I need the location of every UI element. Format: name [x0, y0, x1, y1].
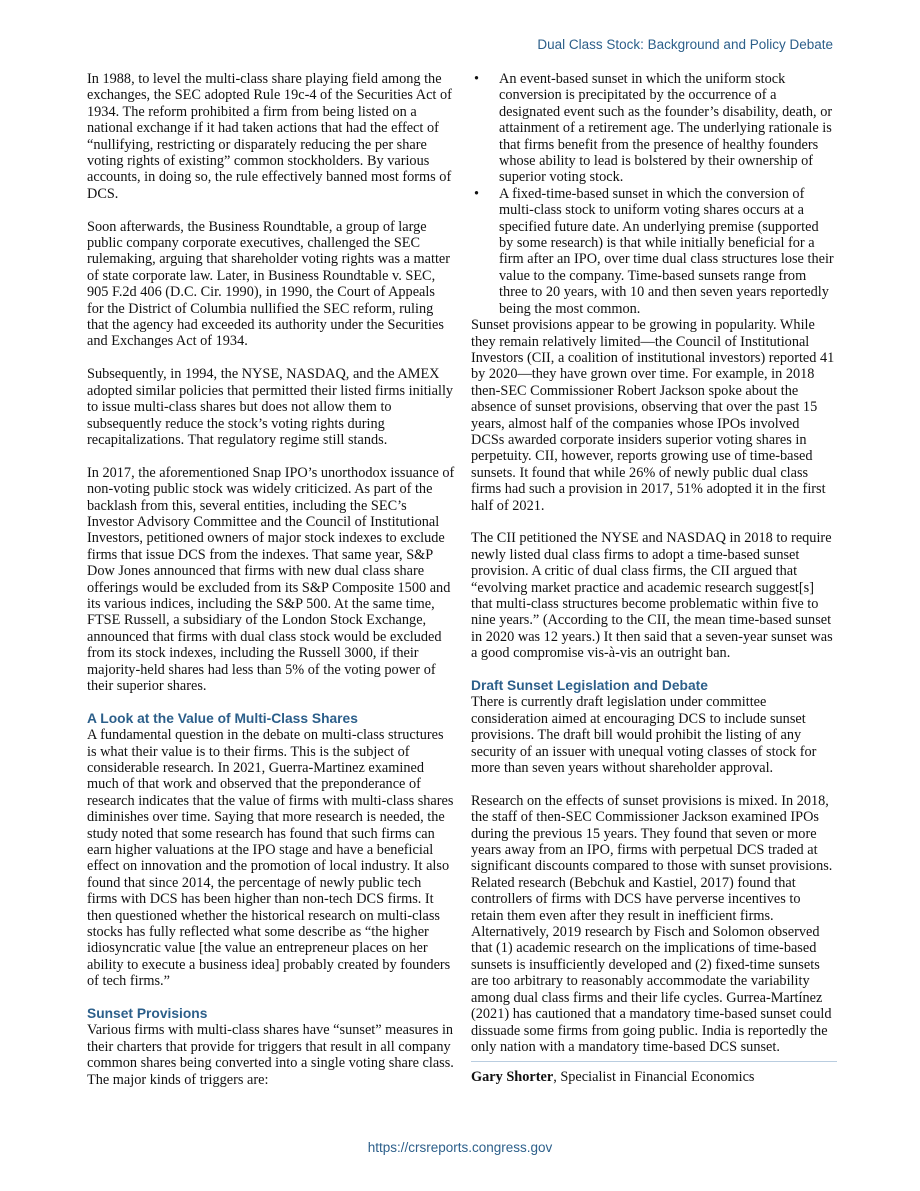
paragraph-sunset-popularity: Sunset provisions appear to be growing in popularity. While they remain relatively limited—the Council of Institutional Investors (CII, a coalition of institutional investors) reported 41 by 2020—they have grown over time. For example, in 2018 then-SEC Commissioner Robert Jackson spoke about the absence of sunset provisions, observing that over the past 15 years, almost half of the companies whose IPOs involved DCSs awarded corporate insiders superior voting shares in perpetuity. CII, however, reports growing use of time-based sunsets. It found that while 26% of newly public dual class firms had such a provision in 2017, 51% adopted it in the first half of 2021.: [471, 317, 835, 514]
bullet-icon: •: [474, 185, 480, 202]
footer-url-link[interactable]: https://crsreports.congress.gov: [367, 1140, 553, 1155]
author-divider: [471, 1061, 837, 1062]
section-heading-sunset: Sunset Provisions: [87, 1006, 208, 1022]
bullet-icon: •: [474, 71, 480, 87]
list-item-text: An event-based sunset in which the uniform stock conversion is precipitated by the occurrence of a designated event such as the founder’s disability, death, or attainment of a retirement age. The underlying rationale is that firms benefit from the presence of healthy founders whose ability to lead is bolstered by their ownership of superior voting stock.: [499, 71, 833, 186]
right-column: [471, 71, 835, 1086]
author-title: , Specialist in Financial Economics: [553, 1069, 755, 1086]
list-item: [471, 186, 835, 317]
paragraph-rule-19c-4: In 1988, to level the multi-class share playing field among the exchanges, the SEC adopted Rule 19c-4 of the Securities Act of 1934. The reform prohibited a firm from being listed on a national exchange if it had taken actions that had the effect of “nullifying, restricting or disparately reducing the per share voting rights of existing” common stockholders. By various accounts, in doing so, the rule effectively banned most forms of DCS.: [87, 71, 452, 202]
paragraph-value-research: A fundamental question in the debate on multi-class structures is what their value is to their firms. This is the subject of considerable research. In 2021, Guerra-Martinez examined much of that work and observed that the preponderance of research indicates that the value of firms with multi-class shares diminishes over time. Saying that more research is needed, the study noted that some research has found that such firms can earn higher valuations at the IPO stage and have a beneficial effect on innovation and the promotion of local industry. It also found that since 2014, the percentage of newly public tech firms with DCS has been higher than non-tech DCS firms. It then questioned whether the historical research on multi-class stocks has fully reflected what some describe as “the higher idiosyncratic value [the value an entrepreneur places on her ability to execute a business idea] probably created by founders of tech firms.”: [87, 727, 454, 990]
section-heading-value: A Look at the Value of Multi-Class Shares: [87, 710, 358, 726]
paragraph-exchange-policies: Subsequently, in 1994, the NYSE, NASDAQ, and the AMEX adopted similar policies that permitted their listed firms initially to issue multi-class shares but does not allow them to subsequently reduce the stock’s voting rights during recapitalizations. That regulatory regime still stands.: [87, 366, 454, 448]
section-heading-draft-legislation: Draft Sunset Legislation and Debate: [471, 678, 708, 693]
paragraph-sunset-research: Research on the effects of sunset provisions is mixed. In 2018, the staff of then-SEC Commissioner Jackson examined IPOs during the previous 15 years. They found that seven or more years away from an IPO, firms with perpetual DCS traded at significant discounts compared to those with sunset provisions. Related research (Bebchuk and Kastiel, 2017) found that controllers of firms with DCS have perverse incentives to retain them even after they result in inefficient firms. Alternatively, 2019 research by Fisch and Solomon observed that (1) academic research on the implications of time-based sunsets is insufficiently developed and (2) fixed-time sunsets are too arbitrary to reasonably accommodate the variability among dual class firms and their life cycles. Gurrea-Martínez (2021) has cautioned that a mandatory time-based sunset could dissuade some firms from going public. India is reportedly the only nation with a mandatory time-based DCS sunset.: [471, 792, 833, 1055]
paragraph-snap-ipo: In 2017, the aforementioned Snap IPO’s unorthodox issuance of non-voting public stock was widely criticized. As part of the backlash from this, several entities, including the SEC’s Investor Advisory Committee and the Council of Institutional Investors, petitioned owners of major stock indexes to exclude firms that issue DCS from the indexes. That same year, S&P Dow Jones announced that firms with new dual class share offerings would be excluded from its S&P Composite 1500 and its various indices, including the S&P 500. At the same time, FTSE Russell, a subsidiary of the London Stock Exchange, announced that firms with dual class stock would be excluded from its stock indexes, including the Russell 3000, if their majority-held shares had less than 5% of the voting power of their superior shares.: [87, 464, 455, 694]
paragraph-business-roundtable: Soon afterwards, the Business Roundtable, a group of large public company corporate executives, challenged the SEC rulemaking, arguing that shareholder voting rights was a matter of state corporate law. Later, in Business Roundtable v. SEC, 905 F.2d 406 (D.C. Cir. 1990), in 1990, the Court of Appeals for the District of Columbia nullified the SEC reform, ruling that the agency had exceeded its authority under the Securities and Exchanges Act of 1934.: [87, 218, 451, 350]
author-name: Gary Shorter: [471, 1069, 554, 1086]
paragraph-sunset-intro: Various firms with multi-class shares have “sunset” measures in their charters that provide for triggers that result in all company common shares being converted into a single voting share class. The major kinds of triggers are:: [87, 1022, 454, 1088]
paragraph-cii-petition: The CII petitioned the NYSE and NASDAQ in 2018 to require newly listed dual class firms to adopt a time-based sunset provision. A critic of dual class firms, the CII argued that “evolving market practice and academic research suggest[s] that multi-class structures become problematic within five to nine years.” (According to the CII, the mean time-based sunset in 2020 was 12 years.) It then said that a seven-year sunset was a good compromise vis-à-vis an outright ban.: [471, 530, 833, 662]
list-item: [471, 71, 835, 186]
paragraph-draft-legislation: There is currently draft legislation under committee consideration aimed at encouraging DCS to include sunset provisions. The draft bill would prohibit the listing of any security of an issuer with unequal voting classes of stock for more than seven years without shareholder approval.: [471, 694, 817, 777]
running-header-title: Dual Class Stock: Background and Policy Debate: [537, 37, 833, 52]
list-item-text: A fixed-time-based sunset in which the conversion of multi-class stock to uniform voting shares occurs at a specified future date. An underlying premise (supported by some research) is that while initially beneficial for a firm after an IPO, over time dual class structures lose their value to the company. Time-based sunsets range from three to 20 years, with 10 and then seven years reportedly being the most common.: [499, 185, 834, 317]
left-column: [87, 71, 455, 1088]
author-line: [471, 1069, 835, 1085]
trigger-list: [471, 71, 835, 317]
